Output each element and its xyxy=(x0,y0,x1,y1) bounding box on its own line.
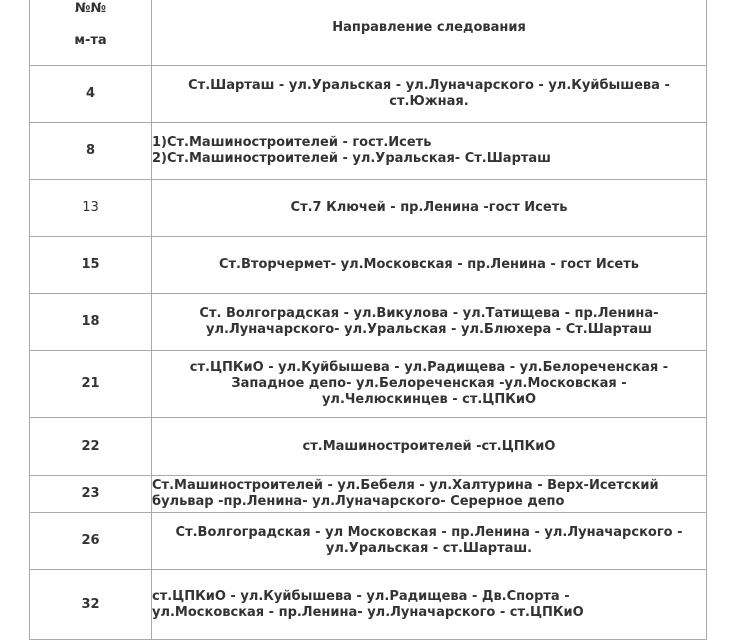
route-number: 23 xyxy=(30,476,152,513)
routes-body xyxy=(30,66,707,640)
route-direction-line: 1)Ст.Машиностроителей - гост.Исеть xyxy=(152,135,432,150)
route-number-header-line2: м-та xyxy=(74,33,107,48)
route-direction xyxy=(152,66,707,123)
route-number: 13 xyxy=(30,180,152,237)
route-direction-line: 2)Ст.Машиностроителей - ул.Уральская- Ст.Шарташ xyxy=(152,151,551,166)
route-direction xyxy=(152,237,707,294)
route-number: 8 xyxy=(30,123,152,180)
route-direction-line: ул.Уральская - ст.Шарташ. xyxy=(325,541,533,556)
route-direction xyxy=(152,418,707,476)
route-number: 22 xyxy=(30,418,152,476)
route-direction-line: ст.Машиностроителей -ст.ЦПКиО xyxy=(302,438,556,454)
table-row xyxy=(30,294,707,351)
table-row xyxy=(30,237,707,294)
route-direction-line: Ст.Машиностроителей - ул.Бебеля - ул.Халтурина - Верх-Исетский xyxy=(152,478,659,493)
table-row xyxy=(30,123,707,180)
route-direction-line: ст.ЦПКиО - ул.Куйбышева - ул.Радищева - ул.Белореченская - xyxy=(189,360,669,375)
route-number: 32 xyxy=(30,570,152,640)
table-row xyxy=(30,66,707,123)
route-direction xyxy=(152,570,707,640)
route-direction xyxy=(152,294,707,351)
header-row xyxy=(30,0,707,66)
routes-table xyxy=(29,0,707,640)
route-direction xyxy=(152,123,707,180)
table-row xyxy=(30,351,707,418)
route-number-header xyxy=(30,0,152,66)
route-direction-line: ул.Челюскинцев - ст.ЦПКиО xyxy=(321,392,537,407)
route-direction xyxy=(152,513,707,570)
route-direction-line: Ст.7 Ключей - пр.Ленина -гост Исеть xyxy=(290,200,568,215)
route-number: 4 xyxy=(30,66,152,123)
route-direction-line: Ст.Шарташ - ул.Уральская - ул.Луначарского - ул.Куйбышева - xyxy=(188,78,670,93)
table-row xyxy=(30,476,707,513)
route-direction-line: Ст. Волгоградская - ул.Викулова - ул.Татищева - пр.Ленина- xyxy=(199,306,659,321)
route-direction xyxy=(152,351,707,418)
route-direction xyxy=(152,476,707,513)
route-number: 26 xyxy=(30,513,152,570)
route-direction-line: Ст.Вторчермет- ул.Московская - пр.Ленина - гост Исеть xyxy=(218,257,639,272)
route-direction-line: Ст.Волгоградская - ул Московская - пр.Ленина - ул.Луначарского - xyxy=(175,525,683,540)
route-direction-line: ул.Луначарского- ул.Уральская - ул.Блюхера - Ст.Шарташ xyxy=(206,322,652,337)
route-number: 18 xyxy=(30,294,152,351)
route-direction-line: ст.ЦПКиО - ул.Куйбышева - ул.Радищева - Дв.Спорта - xyxy=(152,588,570,604)
route-direction xyxy=(152,180,707,237)
route-direction-line: бульвар -пр.Ленина- ул.Луначарского- Серерное депо xyxy=(152,494,565,509)
route-number: 15 xyxy=(30,237,152,294)
table-row xyxy=(30,570,707,640)
route-direction-line: ст.Южная. xyxy=(389,94,469,109)
route-direction-line: Западное депо- ул.Белореченская -ул.Московская - xyxy=(231,376,627,391)
route-number: 21 xyxy=(30,351,152,418)
table-row xyxy=(30,513,707,570)
table-row xyxy=(30,418,707,476)
route-number-header-line1: №№ xyxy=(74,1,107,16)
direction-header: Направление следования xyxy=(152,0,707,66)
route-direction-line: ул.Московская - пр.Ленина- ул.Луначарского - ст.ЦПКиО xyxy=(152,604,584,620)
table-row xyxy=(30,180,707,237)
